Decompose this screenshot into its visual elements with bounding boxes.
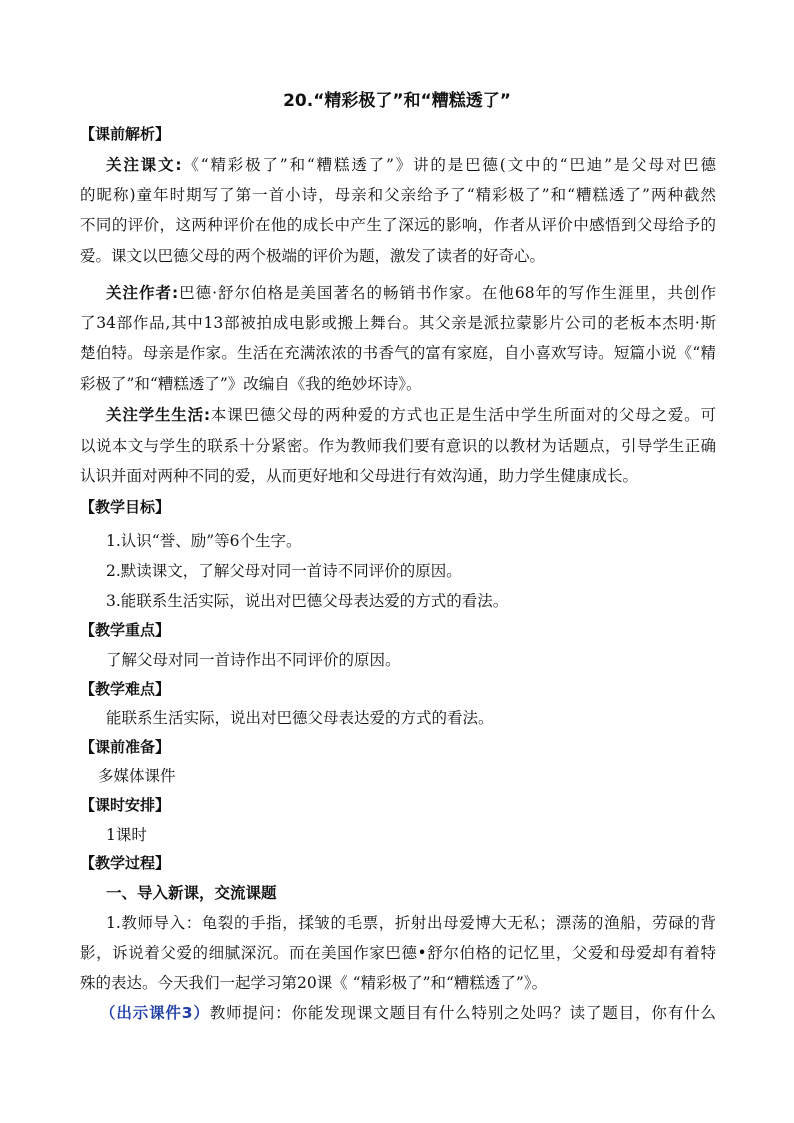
schedule-text: 1课时 bbox=[106, 826, 147, 844]
analysis-student-line-2: 以说本文与学生的联系十分紧密。作为教师我们要有意识的以教材为话题点，引导学生正确 bbox=[80, 437, 716, 455]
section-heading-schedule: 【课时安排】 bbox=[80, 796, 171, 814]
analysis-author-label: 关注作者: bbox=[106, 284, 179, 302]
preparation-text: 多媒体课件 bbox=[98, 767, 176, 785]
analysis-text-label: 关注课文: bbox=[106, 156, 182, 174]
section-heading-pre-analysis: 【课前解析】 bbox=[80, 125, 171, 143]
goal-item-1: 1.认识“誉、励”等6个生字。 bbox=[106, 532, 302, 550]
analysis-author-line-3: 楚伯特。母亲是作家。生活在充满浓浓的书香气的富有家庭，自小喜欢写诗。短篇小说《“精 bbox=[80, 344, 716, 362]
goal-item-3: 3.能联系生活实际，说出对巴德父母表达爱的方式的看法。 bbox=[106, 592, 509, 610]
section-heading-key-points: 【教学重点】 bbox=[80, 621, 171, 639]
process-courseware-line: （出示课件3）教师提问：你能发现课文题目有什么特别之处吗？读了题目，你有什么 bbox=[100, 1004, 716, 1022]
process-step-1-line-3: 殊的表达。今天我们一起学习第20课《 “精彩极了”和“糟糕透了”》。 bbox=[80, 974, 548, 992]
page-title: 20.“精彩极了”和“糟糕透了” bbox=[283, 91, 511, 111]
analysis-student-line-1: 关注学生生活:本课巴德父母的两种爱的方式也正是生活中学生所面对的父母之爱。可 bbox=[106, 406, 716, 424]
courseware-label: （出示课件3） bbox=[100, 1004, 210, 1022]
key-point-text: 了解父母对同一首诗作出不同评价的原因。 bbox=[106, 651, 401, 669]
difficulty-text: 能联系生活实际，说出对巴德父母表达爱的方式的看法。 bbox=[106, 709, 494, 727]
section-heading-difficulties: 【教学难点】 bbox=[80, 680, 171, 698]
analysis-author-line-1: 关注作者:巴德·舒尔伯格是美国著名的畅销书作家。在他68年的写作生涯里，共创作 bbox=[106, 284, 717, 302]
analysis-student-label: 关注学生生活: bbox=[106, 406, 211, 424]
section-heading-process: 【教学过程】 bbox=[80, 854, 171, 872]
process-step-1-title: 一、导入新课，交流课题 bbox=[106, 884, 277, 902]
analysis-text-line-4: 爱。课文以巴德父母的两个极端的评价为题，激发了读者的好奇心。 bbox=[80, 247, 546, 265]
goal-item-2: 2.默读课文，了解父母对同一首诗不同评价的原因。 bbox=[106, 562, 462, 580]
process-step-1-line-1: 1.教师导入：龟裂的手指，揉皱的毛票，折射出母爱博大无私；漂荡的渔船，劳碌的背 bbox=[106, 914, 716, 932]
analysis-author-line-4: 彩极了”和“糟糕透了”》改编自《我的绝妙坏诗》。 bbox=[80, 375, 422, 393]
analysis-student-line-3: 认识并面对两种不同的爱，从而更好地和父母进行有效沟通，助力学生健康成长。 bbox=[80, 467, 639, 485]
process-step-1-line-2: 影，诉说着父爱的细腻深沉。而在美国作家巴德•舒尔伯格的记忆里，父爱和母爱却有着特 bbox=[80, 944, 716, 962]
section-heading-preparation: 【课前准备】 bbox=[80, 738, 171, 756]
analysis-text-line-3: 不同的评价，这两种评价在他的成长中产生了深远的影响，作者从评价中感悟到父母给予的 bbox=[80, 216, 716, 234]
analysis-text-line-1: 关注课文:《“精彩极了”和“糟糕透了”》讲的是巴德(文中的“巴迪”是父母对巴德 bbox=[106, 156, 717, 174]
analysis-author-line-2: 了34部作品,其中13部被拍成电影或搬上舞台。其父亲是派拉蒙影片公司的老板本杰明·斯 bbox=[80, 314, 716, 332]
section-heading-goals: 【教学目标】 bbox=[80, 498, 171, 516]
analysis-text-line-2: 的昵称)童年时期写了第一首小诗，母亲和父亲给予了“精彩极了”和“糟糕透了”两种截然 bbox=[80, 186, 716, 204]
